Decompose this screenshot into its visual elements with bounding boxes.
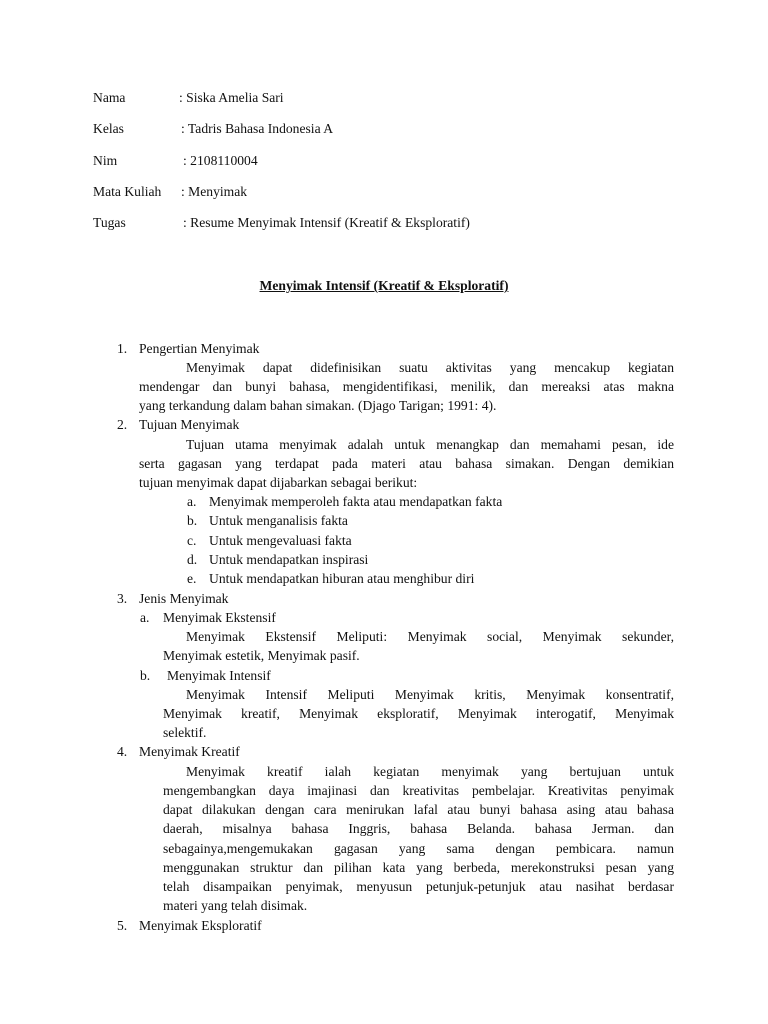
list-item: Menyimak memperoleh fakta atau mendapatkan fakta [209,494,503,509]
sub-heading: Menyimak Intensif [167,668,271,683]
paragraph-line: Menyimak estetik, Menyimak pasif. [163,648,360,663]
value-nama: : Siska Amelia Sari [179,90,284,105]
list-item: Untuk mengevaluasi fakta [209,533,352,548]
section-number: 1. [117,341,128,356]
paragraph-line: sebagainya,mengemukakan gagasan yang sama dengan pembicara. namun [163,841,674,856]
list-item: Untuk menganalisis fakta [209,513,348,528]
paragraph-line: dapat dilakukan dengan cara menirukan lafal atau bunyi bahasa asing atau bahasa [163,802,674,817]
section-heading: Menyimak Kreatif [139,744,240,759]
sub-marker: a. [140,610,150,625]
list-item: Untuk mendapatkan inspirasi [209,552,369,567]
document-title: Menyimak Intensif (Kreatif & Eksploratif) [259,278,509,293]
paragraph-line: Menyimak dapat didefinisikan suatu aktivitas yang mencakup kegiatan [186,360,674,375]
paragraph-line: yang terkandung dalam bahan simakan. (Djago Tarigan; 1991: 4). [139,398,497,413]
paragraph-line: Menyimak Intensif Meliputi Menyimak kritis, Menyimak konsentratif, [186,687,674,702]
label-mata-kuliah: Mata Kuliah [93,184,162,199]
paragraph-line: Menyimak Ekstensif Meliputi: Menyimak social, Menyimak sekunder, [186,629,674,644]
paragraph-line: serta gagasan yang terdapat pada materi atau bahasa simakan. Dengan demikian [139,456,674,471]
paragraph-line: mengembangkan daya imajinasi dan kreativitas pembelajar. Kreativitas penyimak [163,783,674,798]
value-mata-kuliah: : Menyimak [181,184,248,199]
paragraph-line: materi yang telah disimak. [163,898,308,913]
paragraph-line: Menyimak kreatif, Menyimak eksploratif, Menyimak interogatif, Menyimak [163,706,674,721]
list-item: Untuk mendapatkan hiburan atau menghibur diri [209,571,475,586]
section-number: 2. [117,417,128,432]
label-kelas: Kelas [93,121,124,136]
section-number: 4. [117,744,128,759]
list-marker: e. [187,571,197,586]
value-kelas: : Tadris Bahasa Indonesia A [181,121,334,136]
paragraph-line: Tujuan utama menyimak adalah untuk menangkap dan memahami pesan, ide [186,437,674,452]
value-tugas: : Resume Menyimak Intensif (Kreatif & Eksploratif) [183,215,470,230]
value-nim: : 2108110004 [183,153,258,168]
paragraph-line: tujuan menyimak dapat dijabarkan sebagai berikut: [139,475,418,490]
sub-heading: Menyimak Ekstensif [163,610,276,625]
section-heading: Tujuan Menyimak [139,417,240,432]
list-marker: d. [187,552,198,567]
paragraph-line: mendengar dan bunyi bahasa, mengidentifikasi, menilik, dan mereaksi atas makna [139,379,674,394]
list-marker: b. [187,513,198,528]
section-number: 3. [117,591,128,606]
list-marker: a. [187,494,197,509]
list-marker: c. [187,533,197,548]
section-heading: Pengertian Menyimak [139,341,260,356]
section-heading: Menyimak Eksploratif [139,918,262,933]
paragraph-line: daerah, misalnya bahasa Inggris, bahasa Belanda. bahasa Jerman. dan [163,821,674,836]
label-tugas: Tugas [93,215,126,230]
paragraph-line: selektif. [163,725,207,740]
label-nim: Nim [93,153,118,168]
section-heading: Jenis Menyimak [139,591,229,606]
paragraph-line: telah disampaikan penyimak, menyusun petunjuk-petunjuk atau nasihat berdasar [163,879,674,894]
section-number: 5. [117,918,128,933]
paragraph-line: menggunakan struktur dan pilihan kata yang berbeda, merekonstruksi pesan yang [163,860,674,875]
label-nama: Nama [93,90,126,105]
paragraph-line: Menyimak kreatif ialah kegiatan menyimak yang bertujuan untuk [186,764,674,779]
sub-marker: b. [140,668,151,683]
